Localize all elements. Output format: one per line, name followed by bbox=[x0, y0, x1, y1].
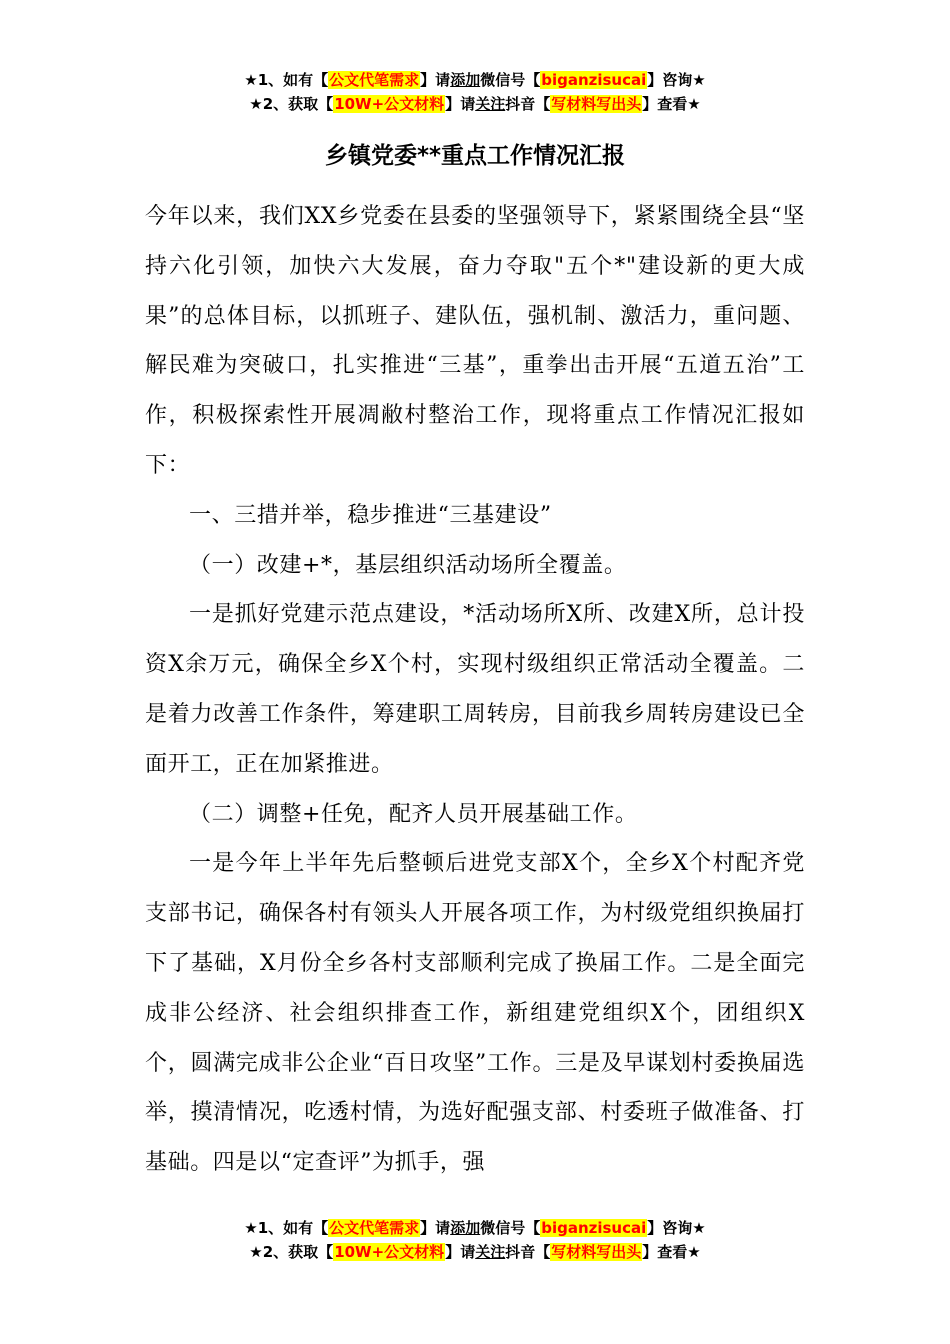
subsection-heading: （二）调整+任免，配齐人员开展基础工作。 bbox=[189, 801, 638, 827]
promo-text: 微信号【 bbox=[480, 1219, 541, 1237]
paragraph-body: 一是今年上半年先后整顿后进党支部X个，全乡X个村配齐党支部书记，确保各村有领头人开展各项工作，为村级党组织换届打下了基础，X月份全乡各村支部顺利完成了换届工作。二是全面完成非公经济、社会组织排查工作，新组建党组织X个，团组织X个，圆满完成非公企业“百日攻坚”工作。三是及早谋划村委换届选举，摸清情况，吃透村情，为选好配强支部、村委班子做准备、打基础。四是以“定查评”为抓手，强 bbox=[145, 851, 805, 1176]
promo-text: 】咨询★ bbox=[647, 71, 706, 89]
promo-douyin-name: 写材料写出头 bbox=[551, 1243, 642, 1261]
promo-text: 】查看★ bbox=[642, 1243, 701, 1261]
promo-text: ★1、如有【 bbox=[244, 71, 329, 89]
promo-text: 】请 bbox=[420, 1219, 451, 1237]
promo-text: 】请 bbox=[445, 1243, 476, 1261]
paragraph-body: 一是抓好党建示范点建设，*活动场所X所、改建X所，总计投资X余万元，确保全乡X个村，实现村级组织正常活动全覆盖。二是着力改善工作条件，筹建职工周转房，目前我乡周转房建设已全面开工，正在加紧推进。 bbox=[145, 602, 805, 777]
promo-highlight: 公文代笔需求 bbox=[329, 71, 420, 89]
promo-underline: 添加 bbox=[450, 1219, 481, 1237]
promo-text: 】咨询★ bbox=[647, 1219, 706, 1237]
promo-header bbox=[0, 68, 950, 116]
paragraph-intro: 今年以来，我们XX乡党委在县委的坚强领导下，紧紧围绕全县“坚持六化引领，加快六大发展，奋力夺取"五个*"建设新的更大成果”的总体目标，以抓班子、建队伍，强机制、激活力，重问题、解民难为突破口，扎实推进“三基”，重拳出击开展“五道五治”工作，积极探索性开展凋敝村整治工作，现将重点工作情况汇报如下： bbox=[145, 204, 805, 478]
promo-text: 】请 bbox=[420, 71, 451, 89]
document-body bbox=[145, 192, 805, 1188]
subsection-heading: （一）改建+*，基层组织活动场所全覆盖。 bbox=[189, 552, 627, 578]
promo-text: 】请 bbox=[445, 95, 476, 113]
section-heading: 一、三措并举，稳步推进“三基建设” bbox=[189, 502, 552, 528]
promo-footer bbox=[0, 1216, 950, 1264]
promo-line-2 bbox=[0, 1240, 950, 1264]
promo-line-1 bbox=[0, 1216, 950, 1240]
promo-wechat-id: biganzisucai bbox=[541, 71, 647, 89]
promo-text: 抖音【 bbox=[505, 1243, 551, 1261]
promo-underline: 关注 bbox=[475, 95, 506, 113]
promo-highlight: 10W+公文材料 bbox=[334, 95, 445, 113]
promo-text: 微信号【 bbox=[480, 71, 541, 89]
promo-line-2 bbox=[0, 92, 950, 116]
promo-text: ★1、如有【 bbox=[244, 1219, 329, 1237]
document-title: 乡镇党委**重点工作情况汇报 bbox=[324, 143, 626, 169]
promo-text: ★2、获取【 bbox=[249, 95, 334, 113]
promo-underline: 关注 bbox=[475, 1243, 506, 1261]
promo-text: ★2、获取【 bbox=[249, 1243, 334, 1261]
promo-underline: 添加 bbox=[450, 71, 481, 89]
promo-text: 抖音【 bbox=[505, 95, 551, 113]
promo-douyin-name: 写材料写出头 bbox=[551, 95, 642, 113]
promo-highlight: 公文代笔需求 bbox=[329, 1219, 420, 1237]
promo-wechat-id: biganzisucai bbox=[541, 1219, 647, 1237]
promo-line-1 bbox=[0, 68, 950, 92]
promo-highlight: 10W+公文材料 bbox=[334, 1243, 445, 1261]
promo-text: 】查看★ bbox=[642, 95, 701, 113]
